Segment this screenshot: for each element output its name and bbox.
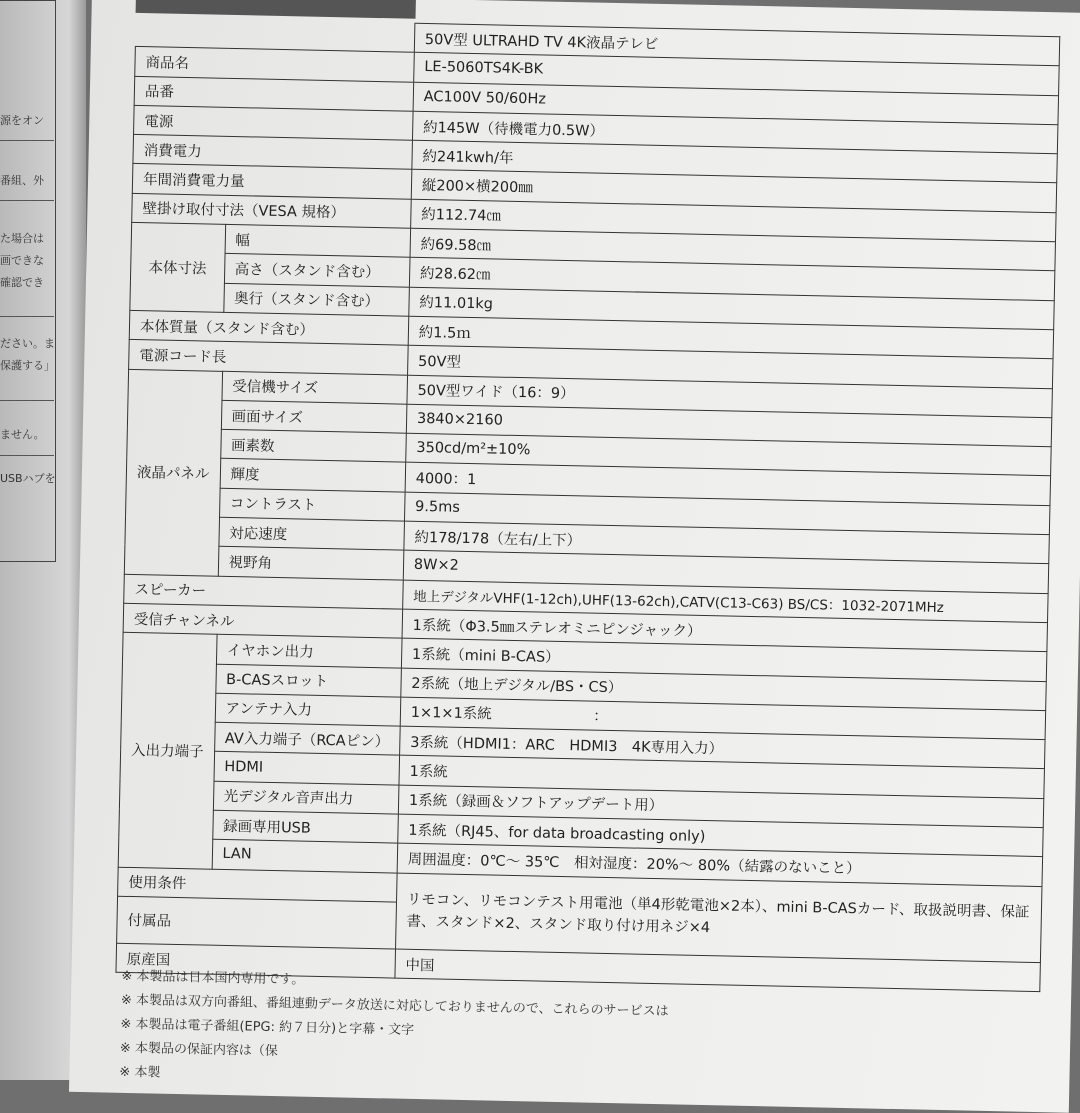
row-value: 周囲温度：0℃～ 35℃ 相対湿度：20%～ 80%（結露のないこと）	[397, 843, 1043, 886]
sub-label: 録画専用USB	[212, 810, 398, 843]
group-label: 本体寸法	[130, 222, 225, 312]
row-label: 電源	[134, 105, 413, 140]
spec-table	[115, 17, 1060, 992]
row-value: 約145W（待機電力0.5W）	[412, 111, 1058, 154]
group-label: 液晶パネル	[124, 369, 222, 576]
row-value: 1系統（RJ45、for data broadcasting only)	[398, 814, 1044, 857]
left-fragment: 源をオン	[0, 114, 44, 127]
row-label: 電源コード長	[129, 340, 408, 375]
sub-label: LAN	[212, 840, 398, 873]
row-value: 1系統（mini B-CAS）	[401, 638, 1047, 681]
sub-label: 対応速度	[218, 517, 404, 550]
sub-label: B-CASスロット	[215, 664, 401, 697]
sub-label: イヤホン出力	[216, 634, 402, 667]
row-value: 9.5ms	[404, 492, 1050, 535]
sub-label: 受信機サイズ	[221, 371, 407, 404]
row-value: 1系統（Φ3.5㎜ステレオミニピンジャック）	[402, 609, 1048, 652]
row-value: 約11.01kg	[409, 287, 1055, 330]
row-value: LE-5060TS4K-BK	[414, 53, 1060, 96]
row-value: 縦200×横200㎜	[411, 170, 1057, 213]
row-value: 約69.58㎝	[410, 228, 1056, 271]
product-title-cell: 50V型 ULTRAHD TV 4K液晶テレビ	[414, 23, 1060, 66]
sub-label: 光デジタル音声出力	[213, 781, 399, 814]
row-value: 50V型	[407, 345, 1053, 388]
left-fragment: た場合は	[0, 232, 44, 245]
sub-label: 輝度	[220, 459, 406, 492]
divider	[0, 140, 54, 141]
row-value: リモコン、リモコンテスト用電池（単4形乾電池×2本）、mini B-CASカード、取扱説明書、保証書、スタンド×2、スタンド取り付け用ネジ×4	[395, 873, 1042, 963]
row-label: 消費電力	[133, 135, 412, 170]
left-fragment: ません。	[0, 428, 45, 441]
row-label: 使用条件	[118, 867, 397, 902]
row-value: 約1.5ｍ	[408, 316, 1054, 359]
row-label: 商品名	[135, 47, 414, 82]
sub-label: 高さ（スタンド含む）	[224, 254, 410, 287]
row-value: 中国	[395, 949, 1041, 992]
row-label: 原産国	[116, 943, 395, 978]
sub-label: 画素数	[220, 429, 406, 462]
row-label: 本体質量（スタンド含む）	[129, 310, 408, 345]
row-label: 壁掛け取付寸法（VESA 規格）	[132, 193, 411, 228]
divider	[0, 316, 54, 317]
footnote: ※ 本製品は日本国内専用です。	[121, 968, 305, 988]
row-value: 1×1×1系統 ：	[400, 697, 1046, 740]
divider	[0, 200, 54, 201]
sub-label: HDMI	[214, 752, 400, 785]
row-value: 50V型ワイド（16：9）	[407, 375, 1053, 418]
sub-label: AV入力端子（RCAピン）	[214, 722, 400, 755]
sub-label: 画面サイズ	[221, 400, 407, 433]
footnotes	[119, 965, 669, 1096]
left-fragment: 番組、外	[0, 174, 44, 187]
row-value: 1系統（録画＆ソフトアップデート用）	[398, 785, 1044, 828]
row-value: 1系統	[399, 756, 1045, 799]
left-fragment: USBハブを	[0, 472, 56, 485]
row-value: 3系統（HDMI1：ARC HDMI3 4K専用入力）	[399, 726, 1045, 769]
sub-label: 幅	[225, 224, 411, 257]
left-fragment: 保護する」	[0, 359, 55, 372]
sub-label: 奥行（スタンド含む）	[223, 283, 409, 316]
row-label: スピーカー	[124, 574, 403, 609]
group-label: 入出力端子	[118, 633, 216, 869]
row-value: 約178/178（左右/上下）	[404, 521, 1050, 564]
footnote: ※ 本製	[119, 1064, 161, 1081]
footnote: ※ 本製品の保証内容は（保	[119, 1040, 279, 1060]
row-value: 約241kwh/年	[412, 140, 1058, 183]
footnote: ※ 本製品は電子番組(EPG: 約７日分)と字幕・文字	[120, 1016, 415, 1038]
footnote: ※ 本製品は双方向番組、番組連動データ放送に対応しておりませんので、これらのサービスは	[120, 992, 669, 1020]
sub-label: 視野角	[218, 547, 404, 580]
row-value: 約28.62㎝	[409, 258, 1055, 301]
divider	[0, 400, 54, 401]
sub-label: アンテナ入力	[215, 693, 401, 726]
row-value: 8W×2	[403, 550, 1049, 593]
row-value: 約112.74㎝	[410, 199, 1056, 242]
row-value: 350cd/m²±10%	[406, 433, 1052, 476]
row-value: 2系統（地上デジタル/BS・CS）	[401, 668, 1047, 711]
left-fragment: 画できな	[0, 254, 44, 267]
row-label: 受信チャンネル	[123, 603, 402, 638]
divider	[0, 455, 54, 456]
row-value: 地上デジタルVHF(1-12ch),UHF(13-62ch),CATV(C13-C63) BS/CS：1032-2071MHz	[402, 580, 1048, 623]
row-label: 品番	[134, 76, 413, 111]
row-label: 年間消費電力量	[132, 164, 411, 199]
sub-label: コントラスト	[219, 488, 405, 521]
row-value: 4000：1	[405, 463, 1051, 506]
left-fragment: 確認でき	[0, 276, 44, 289]
row-value: AC100V 50/60Hz	[413, 82, 1059, 125]
row-label: 付属品	[117, 896, 397, 949]
header-bar	[136, 0, 416, 19]
spec-sheet-page	[69, 0, 1080, 1113]
row-value: 3840×2160	[406, 404, 1052, 447]
left-fragment: ださい。ま	[0, 337, 55, 350]
